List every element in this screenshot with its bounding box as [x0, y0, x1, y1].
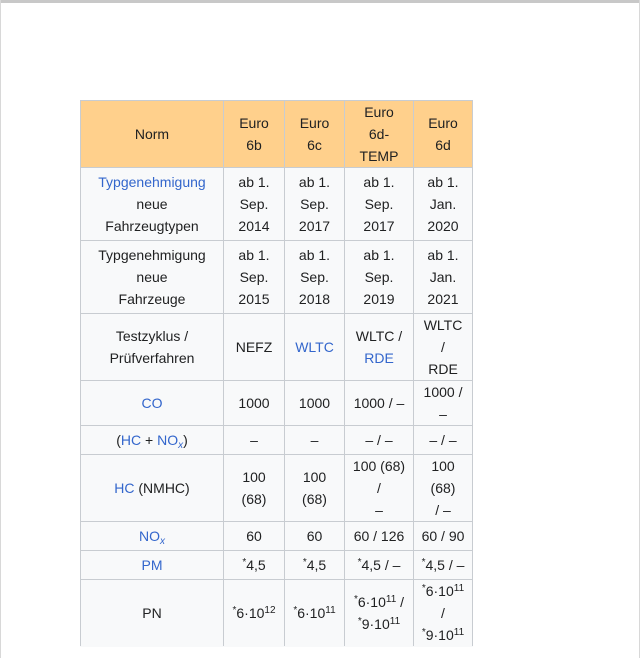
- row-label-co: [81, 381, 224, 426]
- row-label-hc: HC (NMHC): [81, 455, 224, 522]
- nox-link[interactable]: $NO_x$: [139, 528, 165, 547]
- cell-value: $^*6\cdot 10^{11}$ / $^*9\cdot 10^{11}$: [414, 580, 473, 647]
- cell-value: *4,5: [285, 551, 345, 580]
- cell-value: ab 1. Jan. 2021: [414, 241, 473, 314]
- cell-value: ab 1. Jan. 2020: [414, 168, 473, 241]
- cell-value: ab 1. Sep. 2018: [285, 241, 345, 314]
- hc-link[interactable]: HC: [120, 432, 142, 448]
- header-norm: Norm: [81, 101, 224, 168]
- table-row: [81, 314, 473, 381]
- cell-value: 100 (68) / –: [345, 455, 414, 522]
- cell-value: ab 1. Sep. 2019: [345, 241, 414, 314]
- row-label-testzyklus: Testzyklus / Prüfverfahren: [81, 314, 224, 381]
- cell-value: WLTC / RDE: [345, 314, 414, 381]
- cell-value: ab 1. Sep. 2017: [345, 168, 414, 241]
- euro-norm-table: [80, 100, 473, 647]
- co-link[interactable]: CO: [141, 395, 163, 411]
- table-row: [81, 168, 473, 241]
- cell-value: *4,5 / –: [414, 551, 473, 580]
- cell-value: 1000 / –: [345, 381, 414, 426]
- row-label-nox: [81, 522, 224, 551]
- cell-value: ab 1. Sep. 2017: [285, 168, 345, 241]
- cell-value: – / –: [345, 426, 414, 455]
- cell-value: 100 (68): [224, 455, 285, 522]
- cell-value: $^*6\cdot 10^{12}$: [224, 580, 285, 647]
- cell-value: ab 1. Sep. 2015: [224, 241, 285, 314]
- cell-value: 60: [285, 522, 345, 551]
- window-top-border: [0, 0, 640, 3]
- cell-value: 100 (68): [285, 455, 345, 522]
- row-label-hc-nox: $(HC + NO_x)$: [81, 426, 224, 455]
- hc-link[interactable]: HC: [114, 480, 135, 496]
- cell-value: WLTC / RDE: [414, 314, 473, 381]
- table-row: [81, 241, 473, 314]
- header-euro-6d: Euro 6d: [414, 101, 473, 168]
- cell-value: – / –: [414, 426, 473, 455]
- wltc-link[interactable]: WLTC: [295, 339, 334, 355]
- table-header-row: [81, 101, 473, 168]
- table-row: [81, 580, 473, 647]
- row-label-typgenehmigung-fahrzeuge: Typgenehmigung neue Fahrzeuge: [81, 241, 224, 314]
- cell-value: –: [224, 426, 285, 455]
- header-euro-6b: Euro 6b: [224, 101, 285, 168]
- table-row: [81, 551, 473, 580]
- row-label-pn: PN: [81, 580, 224, 647]
- table-row: [81, 426, 473, 455]
- cell-value: $^*6\cdot 10^{11}$ / $^*9\cdot 10^{11}$: [345, 580, 414, 647]
- cell-value: *4,5: [224, 551, 285, 580]
- cell-value: 100 (68) / –: [414, 455, 473, 522]
- footnote-star: *: [421, 557, 426, 568]
- footnote-star: *: [242, 557, 247, 568]
- cell-value: 60: [224, 522, 285, 551]
- window-left-border: [0, 0, 1, 658]
- nox-link[interactable]: $NO_x$: [157, 432, 184, 451]
- header-euro-6d-temp: Euro 6d-TEMP: [345, 101, 414, 168]
- cell-value: ab 1. Sep. 2014: [224, 168, 285, 241]
- footnote-star: *: [357, 557, 362, 568]
- row-label-pm: [81, 551, 224, 580]
- table-row: [81, 381, 473, 426]
- cell-value: NEFZ: [224, 314, 285, 381]
- cell-value: 1000 / –: [414, 381, 473, 426]
- cell-value: 60 / 126: [345, 522, 414, 551]
- cell-value: 1000: [224, 381, 285, 426]
- table-row: [81, 455, 473, 522]
- rde-link[interactable]: RDE: [364, 350, 394, 366]
- cell-value: 1000: [285, 381, 345, 426]
- typgenehmigung-link[interactable]: Typgenehmigung: [98, 174, 206, 190]
- cell-value: [285, 314, 345, 381]
- cell-value: 60 / 90: [414, 522, 473, 551]
- cell-value: *4,5 / –: [345, 551, 414, 580]
- pm-link[interactable]: PM: [141, 557, 163, 573]
- cell-value: $^*6\cdot 10^{11}$: [285, 580, 345, 647]
- table-row: [81, 522, 473, 551]
- row-label-typgenehmigung-fahrzeugtypen: Typgenehmigung neue Fahrzeugtypen: [81, 168, 224, 241]
- header-euro-6c: Euro 6c: [285, 101, 345, 168]
- cell-value: –: [285, 426, 345, 455]
- footnote-star: *: [302, 557, 307, 568]
